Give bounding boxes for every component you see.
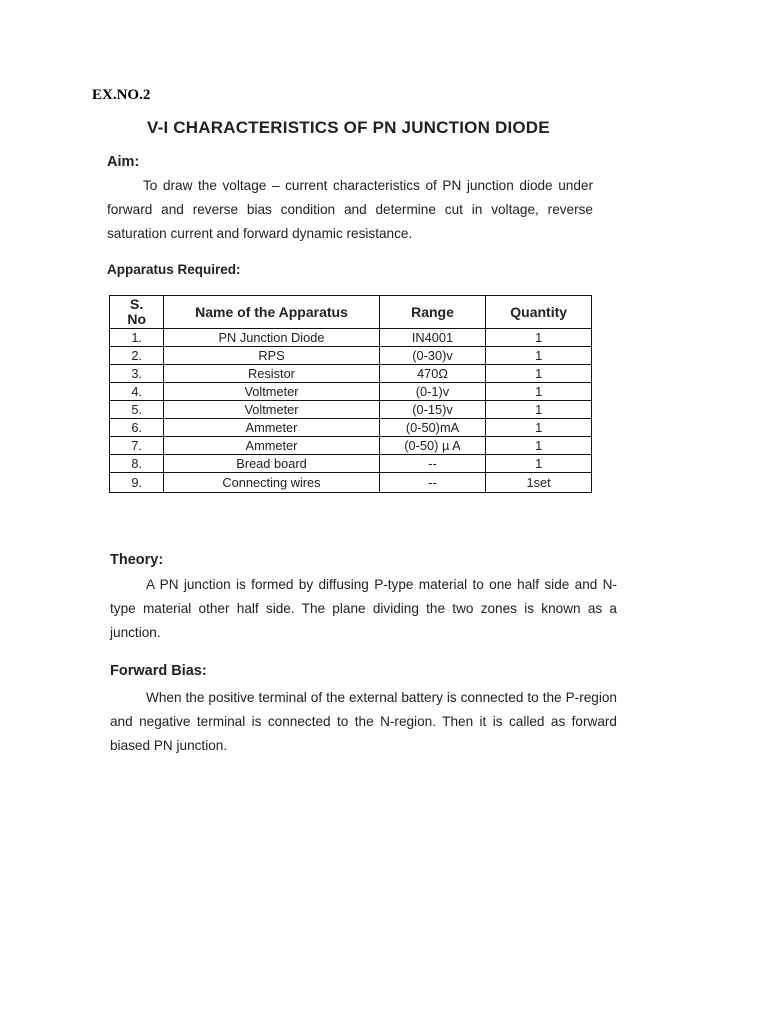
cell-name: Resistor: [164, 365, 379, 383]
cell-quantity: 1: [486, 365, 592, 383]
table-header-row: [110, 296, 592, 329]
theory-paragraph: [110, 573, 617, 645]
cell-quantity: 1set: [486, 473, 592, 493]
cell-name: Voltmeter: [164, 401, 379, 419]
cell-name: Ammeter: [164, 419, 379, 437]
cell-range: 470Ω: [379, 365, 486, 383]
forward-bias-heading: Forward Bias:: [110, 663, 207, 679]
column-header-sno-line2: No: [127, 311, 146, 327]
cell-range: (0-30)v: [379, 347, 486, 365]
cell-name: Ammeter: [164, 437, 379, 455]
table-row: [110, 383, 592, 401]
cell-name: Bread board: [164, 455, 379, 473]
aim-text: To draw the voltage – current characteristics of PN junction diode under forward and reverse bias condition and determine cut in voltage, reverse saturation current and forward dynamic resistance.: [107, 178, 593, 241]
cell-sno: 5.: [110, 401, 164, 419]
table-row: [110, 401, 592, 419]
cell-range: --: [379, 473, 486, 493]
column-header-sno-line1: S.: [130, 296, 144, 312]
cell-name: PN Junction Diode: [164, 329, 379, 347]
cell-sno: 8.: [110, 455, 164, 473]
cell-quantity: 1: [486, 329, 592, 347]
cell-sno: 1.: [110, 329, 164, 347]
cell-quantity: 1: [486, 383, 592, 401]
table-row: [110, 365, 592, 383]
aim-paragraph: [107, 174, 593, 246]
table-row: [110, 347, 592, 365]
table-row: [110, 455, 592, 473]
experiment-number: EX.NO.2: [92, 87, 151, 103]
cell-quantity: 1: [486, 401, 592, 419]
cell-name: Connecting wires: [164, 473, 379, 493]
apparatus-table: [109, 295, 592, 493]
cell-name: RPS: [164, 347, 379, 365]
theory-text: A PN junction is formed by diffusing P-type material to one half side and N-type material other half side. The plane dividing the two zones is known as a junction.: [110, 577, 617, 640]
table-row: [110, 329, 592, 347]
cell-sno: 2.: [110, 347, 164, 365]
forward-bias-paragraph: [110, 686, 617, 758]
cell-sno: 9.: [110, 473, 164, 493]
cell-sno: 7.: [110, 437, 164, 455]
cell-range: (0-50)mA: [379, 419, 486, 437]
cell-quantity: 1: [486, 455, 592, 473]
table-row: [110, 473, 592, 493]
apparatus-heading: Apparatus Required:: [107, 262, 241, 277]
column-header-sno: [110, 296, 164, 329]
cell-range: (0-1)v: [379, 383, 486, 401]
table-row: [110, 419, 592, 437]
column-header-quantity: Quantity: [486, 296, 592, 329]
theory-heading: Theory:: [110, 552, 164, 568]
cell-name: Voltmeter: [164, 383, 379, 401]
cell-sno: 6.: [110, 419, 164, 437]
table-row: [110, 437, 592, 455]
forward-bias-text: When the positive terminal of the external battery is connected to the P-region and negative terminal is connected to the N-region. Then it is called as forward biased PN junction.: [110, 690, 617, 753]
cell-quantity: 1: [486, 347, 592, 365]
cell-quantity: 1: [486, 437, 592, 455]
aim-heading: Aim:: [107, 154, 140, 170]
cell-quantity: 1: [486, 419, 592, 437]
cell-range: IN4001: [379, 329, 486, 347]
page-title: V-I CHARACTERISTICS OF PN JUNCTION DIODE: [147, 118, 550, 137]
cell-sno: 3.: [110, 365, 164, 383]
column-header-range: Range: [379, 296, 486, 329]
cell-range: (0-50) µ A: [379, 437, 486, 455]
cell-range: (0-15)v: [379, 401, 486, 419]
column-header-name: Name of the Apparatus: [164, 296, 379, 329]
cell-sno: 4.: [110, 383, 164, 401]
cell-range: --: [379, 455, 486, 473]
